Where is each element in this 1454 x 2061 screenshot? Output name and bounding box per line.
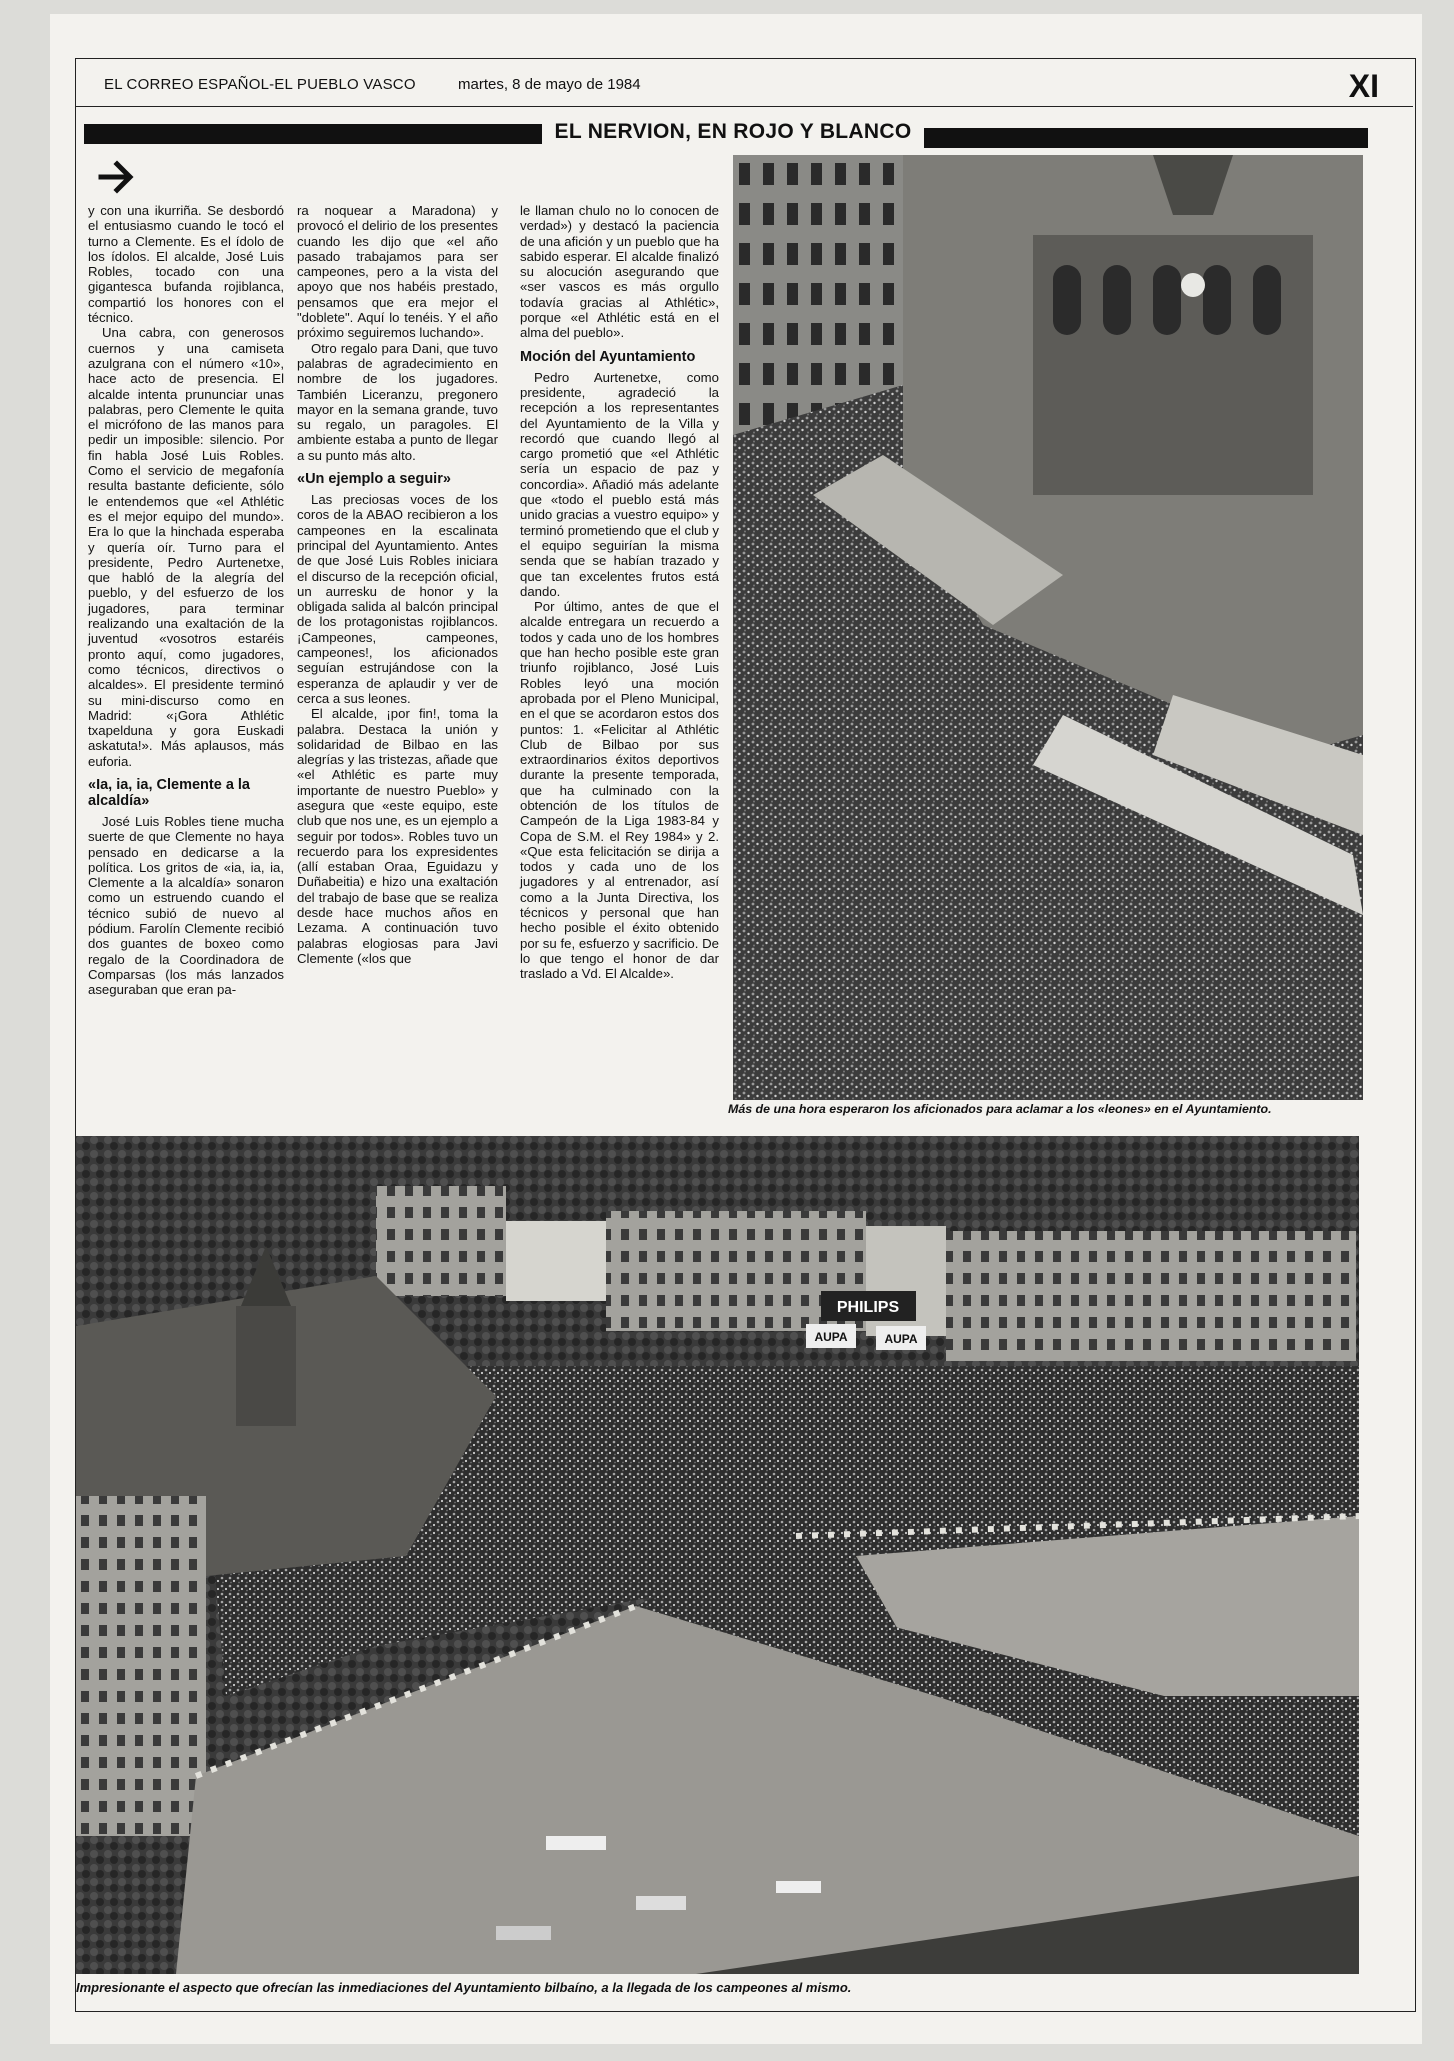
city-hall-photo-graphic <box>733 155 1363 1100</box>
billboard-aupa: AUPA <box>814 1330 848 1344</box>
billboard-philips: PHILIPS <box>836 1299 900 1316</box>
page-header <box>76 68 1413 107</box>
article-column-1 <box>88 203 284 998</box>
photo-city-hall-crowd <box>733 155 1363 1100</box>
continuation-arrow-icon <box>98 158 138 196</box>
newspaper-name: EL CORREO ESPAÑOL-EL PUEBLO VASCO <box>104 76 416 93</box>
paragraph: le llaman chulo no lo conocen de verdad») y destacó la paciencia de una afición y un pueblo que ha sabido esperar. El alcalde finalizó su alocución asegurando que «ser vascos es más orgullo todavía gracias al Athlétic», porque «el Athlétic está en el alma del pueblo». <box>520 203 719 341</box>
article-column-2 <box>297 203 498 966</box>
subheading: «Ia, ia, ia, Clemente a la alcaldía» <box>88 776 250 809</box>
paragraph: Las preciosas voces de los coros de la ABAO recibieron a los campeones en la escalinata principal del Ayuntamiento. Antes de que José Luis Robles iniciara el discurso de la recepción oficial, un aurresku de honor y la obligada salida al balcón principal de los protagonistas rojiblancos. ¡Campeones, campeones, campeones!, los aficionados seguían estrujándose con la esperanza de aplaudir y ver de cerca a sus leones. <box>297 492 498 706</box>
section-bar-left <box>84 124 542 144</box>
paragraph: Otro regalo para Dani, que tuvo palabras de agradecimiento en nombre de los jugadores. También Liceranzu, pregonero mayor en la semana grande, tuvo su regalo, un paragoles. El ambiente estaba a punto de llegar a su punto más alto. <box>297 340 498 463</box>
paragraph: y con una ikurriña. Se desbordó el entusiasmo cuando le tocó el turno a Clemente. Es el ídolo de los ídolos. El alcalde, José Luis Robles, tocado con una gigantesca bufanda rojiblanca, compartió los honores con el técnico. <box>88 203 284 326</box>
section-title: EL NERVION, EN ROJO Y BLANCO <box>554 120 912 143</box>
photo-aerial-river-crowd <box>76 1136 1359 1974</box>
photo-caption-2: Impresionante el aspecto que ofrecían las inmediaciones del Ayuntamiento bilbaíno, a la llegada de los campeones al mismo. <box>76 1980 852 1995</box>
page-number: XI <box>1348 68 1379 104</box>
aerial-photo-graphic <box>76 1136 1359 1974</box>
photo-caption-1: Más de una hora esperaron los aficionados para aclamar a los «leones» en el Ayuntamiento. <box>728 1102 1272 1116</box>
paragraph: Pedro Aurtenetxe, como presidente, agradeció la recepción a los representantes del Ayuntamiento de la Villa y recordó que cuando llegó al cargo prometió que «el Athlétic sería un espacio de paz y concordia». Añadió más adelante que «todo el pueblo está más unido gracias a vuestro equipo» y terminó prometiendo que el club y el equipo seguirían la misma senda que se habían trazado y que tan excelentes frutos está dando. <box>520 369 719 599</box>
paragraph: ra noquear a Maradona) y provocó el delirio de los presentes cuando les dijo que «el año pasado trabajamos para ser campeones, pero a la vista del apoyo que nos habéis prestado, pensamos que era mejor el "doblete". Aquí lo tenéis. Y el año próximo seguiremos luchando». <box>297 203 498 341</box>
issue-date: martes, 8 de mayo de 1984 <box>458 76 641 93</box>
paragraph: Una cabra, con generosos cuernos y una camiseta azulgrana con el número «10», hace acto de presencia. El alcalde intenta prununciar unas palabras, pero Clemente le quita el micrófono de las manos para pedir un imposible: silencio. Por fin habla José Luis Robles. Como el servicio de megafonía resulta bastante deficiente, sólo le entendemos que «el Athlétic es el mejor equipo del mundo». Era lo que la hinchada esperaba y quería oír. Turno para el presidente, Pedro Aurtenetxe, que habló de la alegría del pueblo, y del esfuerzo de los jugadores, para terminar realizando una exaltación de la juventud «vosotros estaréis pronto aquí, como jugadores, como técnicos, directivos o alcaldes». El presidente terminó su mini-discurso como en Madrid: «¡Gora Athlétic txapelduna y gora Euskadi askatuta!». Más aplausos, más euforia. <box>88 325 284 769</box>
subheading: «Un ejemplo a seguir» <box>297 471 451 488</box>
paragraph: José Luis Robles tiene mucha suerte de que Clemente no haya pensado en dedicarse a la política. Los gritos de «ia, ia, ia, Clemente a la alcaldía» sonaron como un estruendo cuando el técnico subió de nuevo al pódium. Farolín Clemente recibió dos guantes de boxeo como regalo de la Coordinadora de Comparsas (los más lanzados aseguraban que eran pa- <box>88 813 284 998</box>
paragraph: Por último, antes de que el alcalde entregara un recuerdo a todos y cada uno de los hombres que han hecho posible este gran triunfo rojiblanco, José Luis Robles leyó una moción aprobada por el Pleno Municipal, en el que se acordaron estos dos puntos: 1. «Felicitar al Athlétic Club de Bilbao por sus extraordinarios éxitos deportivos durante la presente temporada, que ha culminado con la obtención de los títulos de Campeón de la Liga 1983-84 y Copa de S.M. el Rey 1984» y 2. «Que esta felicitación se dirija a todos y cada uno de los jugadores y al entrenador, así como a la Junta Directiva, los técnicos y personal que han hecho posible el éxito obtenido por su fe, esfuerzo y sacrificio. De lo que tengo el honor de dar traslado a Vd. El Alcalde». <box>520 599 719 982</box>
paragraph: El alcalde, ¡por fin!, toma la palabra. Destaca la unión y solidaridad de Bilbao en las alegrías y las tristezas, añade que «el Athlétic es parte muy importante de nuestro Pueblo» y asegura que «este equipo, este club que nos une, es un ejemplo a seguir por todos». Robles tuvo un recuerdo para los expresidentes (allí estaban Oraa, Eguidazu y Duñabeitia) e hizo una exaltación del trabajo de base que se realiza desde hace muchos años en Lezama. A continuación tuvo palabras elogiosas para Javi Clemente («los que <box>297 706 498 966</box>
billboard-aupa: AUPA <box>884 1332 918 1346</box>
subheading: Moción del Ayuntamiento <box>520 348 696 365</box>
article-column-3 <box>520 203 719 982</box>
section-bar-right <box>924 128 1368 148</box>
